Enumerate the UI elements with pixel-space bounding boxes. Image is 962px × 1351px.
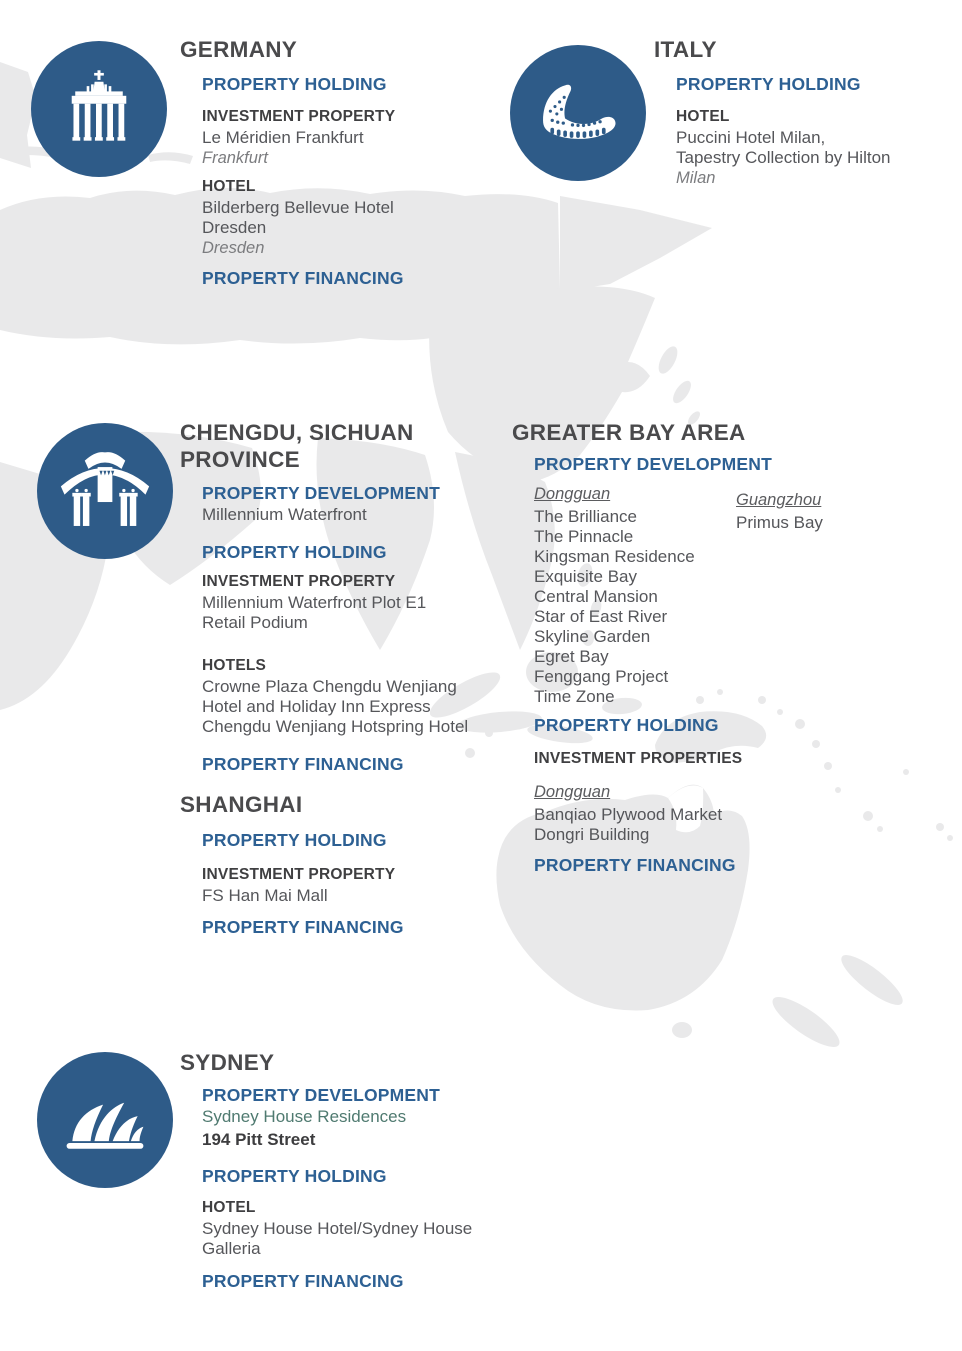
list-item: Retail Podium [202, 613, 308, 632]
hotel-lines [202, 198, 490, 238]
dongguan-investment-list [534, 805, 962, 845]
list-item: Dongri Building [534, 825, 650, 844]
development-columns [534, 484, 962, 707]
investment-property-label: INVESTMENT PROPERTY [202, 573, 396, 590]
development-lines [202, 505, 500, 525]
property-financing-header: PROPERTY FINANCING [202, 754, 404, 774]
section-shanghai [180, 791, 500, 950]
list-item: Sydney House Hotel/Sydney House [202, 1219, 473, 1238]
city-label: Dresden [202, 239, 265, 257]
investment-property-label: INVESTMENT PROPERTY [202, 866, 396, 883]
hotel-label: HOTEL [202, 1199, 256, 1216]
list-item: Tapestry Collection by Hilton [676, 148, 891, 167]
list-item: Skyline Garden [534, 627, 651, 646]
guangzhou-development-list [736, 513, 823, 533]
region-title: SHANGHAI [180, 792, 303, 817]
list-item: FS Han Mai Mall [202, 886, 328, 905]
development-block [202, 505, 500, 525]
property-development-header: PROPERTY DEVELOPMENT [202, 483, 441, 503]
property-holding-header: PROPERTY HOLDING [534, 715, 719, 735]
development-lines [202, 1107, 510, 1127]
list-item: Sydney House Residences [202, 1107, 407, 1126]
section-germany [180, 36, 490, 301]
hotel-block [202, 1198, 510, 1259]
list-item: Millennium Waterfront [202, 505, 367, 524]
italy-landmark-badge [510, 45, 646, 181]
list-item: Exquisite Bay [534, 567, 637, 586]
list-item: Galleria [202, 1239, 261, 1258]
city-label: Frankfurt [202, 149, 269, 167]
section-sydney [180, 1049, 510, 1304]
property-financing-header: PROPERTY FINANCING [202, 1271, 404, 1291]
district-label: Guangzhou [736, 491, 822, 509]
property-holding-header: PROPERTY HOLDING [676, 74, 861, 94]
investment-properties-block [534, 782, 962, 845]
section-greater-bay-area [512, 419, 962, 888]
list-item: Time Zone [534, 687, 615, 706]
region-title: GERMANY [180, 37, 298, 62]
hotel-label: HOTEL [202, 178, 256, 195]
property-financing-header: PROPERTY FINANCING [534, 855, 736, 875]
guangzhou-development-column [736, 484, 823, 533]
chengdu-landmark-badge [37, 423, 173, 559]
chinese-gate-icon [59, 445, 151, 537]
investment-property-lines [202, 128, 490, 148]
dongguan-development-list [534, 507, 736, 707]
property-financing-header: PROPERTY FINANCING [202, 268, 404, 288]
list-item: Kingsman Residence [534, 547, 695, 566]
section-chengdu [180, 419, 500, 787]
investment-property-block [202, 865, 500, 906]
property-holding-header: PROPERTY HOLDING [202, 542, 387, 562]
investment-property-block [202, 107, 490, 168]
sydney-opera-house-icon [57, 1072, 153, 1168]
hotel-block [202, 177, 490, 258]
list-item: Puccini Hotel Milan, [676, 128, 826, 147]
colosseum-icon [532, 67, 624, 159]
hotel-block [676, 107, 954, 188]
list-item: Central Mansion [534, 587, 658, 606]
district-label: Dongguan [534, 783, 611, 801]
list-item: The Pinnacle [534, 527, 634, 546]
list-item: Chengdu Wenjiang Hotspring Hotel [202, 717, 469, 736]
germany-landmark-badge [31, 41, 167, 177]
list-item: Crowne Plaza Chengdu Wenjiang [202, 677, 457, 696]
list-item: Millennium Waterfront Plot E1 [202, 593, 427, 612]
hotels-block [202, 656, 500, 737]
region-title: ITALY [654, 37, 717, 62]
development-block [202, 1107, 510, 1150]
list-item: The Brilliance [534, 507, 637, 526]
list-item: Star of East River [534, 607, 668, 626]
region-title: CHENGDU, SICHUAN PROVINCE [180, 420, 414, 472]
hotel-label: HOTEL [676, 108, 730, 125]
hotel-lines [676, 128, 954, 168]
investment-property-label: INVESTMENT PROPERTY [202, 108, 396, 125]
property-development-header: PROPERTY DEVELOPMENT [202, 1085, 441, 1105]
hotels-lines [202, 677, 500, 737]
list-item: Fenggang Project [534, 667, 669, 686]
list-item: Le Méridien Frankfurt [202, 128, 364, 147]
sydney-landmark-badge [37, 1052, 173, 1188]
property-financing-header: PROPERTY FINANCING [202, 917, 404, 937]
brandenburg-gate-icon [55, 65, 143, 153]
investment-property-lines [202, 593, 500, 633]
list-item: Banqiao Plywood Market [534, 805, 723, 824]
list-item: Primus Bay [736, 513, 823, 532]
property-holding-header: PROPERTY HOLDING [202, 830, 387, 850]
region-title: SYDNEY [180, 1050, 275, 1075]
street-address: 194 Pitt Street [202, 1130, 316, 1149]
hotel-lines [202, 1219, 510, 1259]
property-holding-header: PROPERTY HOLDING [202, 74, 387, 94]
investment-property-block [202, 572, 500, 633]
list-item: Hotel and Holiday Inn Express [202, 697, 431, 716]
city-label: Milan [676, 169, 716, 187]
list-item: Bilderberg Bellevue Hotel [202, 198, 394, 217]
investment-properties-label: INVESTMENT PROPERTIES [534, 750, 743, 767]
property-holding-header: PROPERTY HOLDING [202, 1166, 387, 1186]
list-item: Egret Bay [534, 647, 609, 666]
investment-property-lines [202, 886, 500, 906]
district-label: Dongguan [534, 485, 611, 503]
list-item: Dresden [202, 218, 267, 237]
region-title: GREATER BAY AREA [512, 420, 746, 445]
hotels-label: HOTELS [202, 657, 267, 674]
dongguan-development-column [534, 484, 736, 707]
property-development-header: PROPERTY DEVELOPMENT [534, 454, 773, 474]
section-italy [654, 36, 954, 201]
